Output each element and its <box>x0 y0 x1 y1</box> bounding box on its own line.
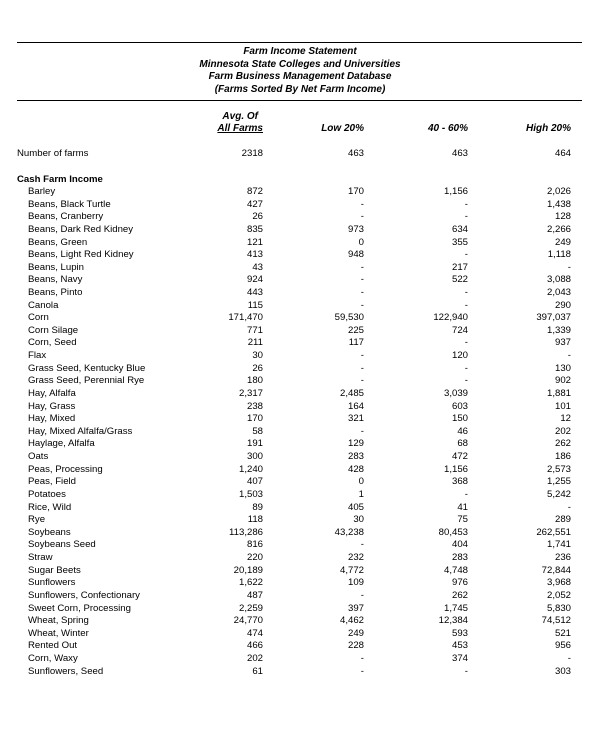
table-row <box>0 666 600 679</box>
row-label: Rice, Wild <box>28 501 72 513</box>
cell-average: 24,770 <box>233 615 263 627</box>
cell-mid: 12,384 <box>438 615 468 627</box>
table-row <box>0 628 600 641</box>
cell-mid: 217 <box>451 261 468 273</box>
row-label: Hay, Alfalfa <box>28 387 76 399</box>
cell-low: 129 <box>347 438 364 450</box>
cell-mid: - <box>464 287 468 298</box>
cell-high: 956 <box>554 640 571 652</box>
table-row <box>0 237 600 250</box>
row-label: Grass Seed, Kentucky Blue <box>28 362 146 374</box>
cell-average: 816 <box>246 539 263 551</box>
cell-mid: 374 <box>451 652 468 664</box>
table-row <box>0 514 600 527</box>
cell-average: 1,622 <box>238 577 263 589</box>
cell-low: - <box>360 589 364 601</box>
cell-mid: 472 <box>451 451 468 462</box>
cell-mid: 724 <box>451 324 468 336</box>
cell-mid: 355 <box>451 236 468 248</box>
row-label: Number of farms <box>17 148 89 159</box>
cell-high: - <box>567 501 571 513</box>
cell-high: 289 <box>554 514 571 526</box>
row-label: Sugar Beets <box>28 564 81 576</box>
cell-high: 72,844 <box>541 564 571 576</box>
cell-mid: - <box>464 362 468 374</box>
table-row <box>0 375 600 388</box>
title-line-4: (Farms Sorted By Net Farm Income) <box>214 83 386 95</box>
row-label: Beans, Cranberry <box>28 211 104 223</box>
cell-low: 4,772 <box>339 564 364 576</box>
table-row <box>0 211 600 224</box>
cell-mid: 976 <box>451 577 468 589</box>
cell-high: 101 <box>554 400 571 412</box>
table-row <box>0 653 600 666</box>
cell-average: 1,240 <box>238 463 263 475</box>
cell-high: 1,438 <box>546 198 571 210</box>
cell-average: 407 <box>246 476 263 488</box>
cell-average: 121 <box>246 236 263 248</box>
cell-average: 118 <box>247 514 263 526</box>
table-row <box>0 552 600 565</box>
cell-average: 2,259 <box>238 602 263 614</box>
cell-mid: 368 <box>451 476 468 488</box>
cell-high: 1,255 <box>546 476 571 488</box>
cell-average: 220 <box>246 552 263 563</box>
cell-average: 474 <box>246 627 263 639</box>
table-row <box>0 300 600 313</box>
table-row <box>0 312 600 325</box>
cell-average: 835 <box>246 223 263 235</box>
cell-mid: 1,156 <box>443 463 468 475</box>
cell-mid: 3,039 <box>443 387 468 399</box>
cell-low: - <box>360 198 364 210</box>
cell-low: 4,462 <box>339 615 364 627</box>
row-label: Flax <box>28 350 47 362</box>
statement-title <box>0 46 600 96</box>
cell-low: - <box>360 350 364 362</box>
cell-average: 2,317 <box>238 387 263 399</box>
table-row <box>0 224 600 237</box>
cell-high: 937 <box>554 337 571 349</box>
cell-average: 180 <box>246 375 263 387</box>
cell-low: 170 <box>347 186 364 197</box>
table-row <box>0 413 600 426</box>
cell-high: 902 <box>554 375 571 387</box>
cell-high: 128 <box>554 211 571 223</box>
cell-low: - <box>360 261 364 273</box>
cell-low: 283 <box>347 451 364 462</box>
cell-average: 443 <box>246 287 263 298</box>
cell-high: - <box>567 652 571 664</box>
row-label: Barley <box>28 186 56 197</box>
cell-low: - <box>360 211 364 223</box>
top-rule <box>17 42 582 43</box>
table-row <box>0 287 600 300</box>
table-row <box>0 565 600 578</box>
table-row <box>0 527 600 540</box>
cell-low: 164 <box>347 400 364 412</box>
row-label: Hay, Mixed <box>28 413 76 425</box>
cell-low: 232 <box>347 552 364 563</box>
table-row <box>0 325 600 338</box>
cell-mid: 634 <box>451 223 468 235</box>
table-row <box>0 401 600 414</box>
cell-low: 0 <box>358 476 364 488</box>
row-label: Beans, Lupin <box>28 261 85 273</box>
cell-average: 26 <box>252 362 263 374</box>
cell-mid: - <box>464 249 468 261</box>
row-label: Beans, Navy <box>28 274 83 286</box>
table-row <box>0 603 600 616</box>
row-label: Haylage, Alfalfa <box>28 438 95 450</box>
cell-average: 413 <box>246 249 263 261</box>
table-row <box>0 186 600 199</box>
table-row <box>0 640 600 653</box>
cell-mid: - <box>464 375 468 387</box>
cell-average: 170 <box>246 413 263 425</box>
cell-mid: 593 <box>451 627 468 639</box>
cell-average: 211 <box>247 337 263 349</box>
title-line-1: Farm Income Statement <box>243 46 357 57</box>
row-label: Beans, Light Red Kidney <box>28 249 134 261</box>
row-label: Wheat, Spring <box>28 615 89 627</box>
cell-low: - <box>360 425 364 437</box>
row-label: Straw <box>28 552 53 563</box>
column-header-high: High 20% <box>525 123 571 134</box>
table-row <box>0 337 600 350</box>
cell-high: 202 <box>554 425 571 437</box>
cell-high: 290 <box>554 299 571 311</box>
cell-mid: 453 <box>451 640 468 652</box>
cell-high: 1,339 <box>546 324 571 336</box>
cell-mid: - <box>464 198 468 210</box>
cell-high: 521 <box>554 627 571 639</box>
cell-average: 20,189 <box>233 564 263 576</box>
cell-high: 2,266 <box>546 223 571 235</box>
cell-high: 262,551 <box>536 526 571 538</box>
row-label: Potatoes <box>28 488 66 500</box>
cell-average: 238 <box>246 400 263 412</box>
cell-high: 3,088 <box>546 274 571 286</box>
cell-low: 1 <box>358 488 364 500</box>
row-label: Beans, Green <box>28 236 88 248</box>
column-header-mid: 40 - 60% <box>427 123 468 134</box>
cell-average: 466 <box>246 640 263 652</box>
cell-mid: 463 <box>451 148 468 159</box>
cell-mid: - <box>464 665 468 677</box>
row-label: Hay, Mixed Alfalfa/Grass <box>28 425 133 437</box>
cell-high: 1,741 <box>546 539 571 551</box>
table-row <box>0 199 600 212</box>
cell-low: - <box>360 652 364 664</box>
title-line-3: Farm Business Management Database <box>208 71 392 83</box>
cell-mid: 122,940 <box>433 312 468 324</box>
cell-high: 2,043 <box>546 287 571 298</box>
table-row <box>0 464 600 477</box>
cell-high: 303 <box>554 665 571 677</box>
table-row <box>0 502 600 515</box>
cell-mid: 68 <box>457 438 468 450</box>
cell-high: 5,830 <box>546 602 571 614</box>
cell-mid: 1,745 <box>443 602 468 614</box>
row-label: Canola <box>28 299 59 311</box>
column-header-low: Low 20% <box>321 123 364 134</box>
title-line-2: Minnesota State Colleges and Universities <box>199 58 401 70</box>
table-row <box>0 438 600 451</box>
cell-average: 487 <box>246 589 263 601</box>
cell-mid: 262 <box>451 589 468 601</box>
table-row <box>0 476 600 489</box>
table-row <box>0 539 600 552</box>
cell-high: 74,512 <box>541 615 571 627</box>
cell-low: 321 <box>347 413 364 425</box>
number-of-farms-row <box>0 148 600 161</box>
row-label: Beans, Black Turtle <box>28 198 111 210</box>
column-header-average-line2: All Farms <box>217 123 263 134</box>
cell-average: 427 <box>246 198 263 210</box>
table-row <box>0 363 600 376</box>
cell-mid: 120 <box>451 350 468 362</box>
row-label: Sunflowers, Confectionary <box>28 589 140 601</box>
row-label: Corn Silage <box>28 324 79 336</box>
cell-average: 191 <box>246 438 263 450</box>
cell-high: 5,242 <box>546 488 571 500</box>
cell-mid: - <box>464 337 468 349</box>
cell-average: 771 <box>246 324 263 336</box>
cell-mid: - <box>464 211 468 223</box>
column-header-average-line1: Avg. Of <box>222 111 258 122</box>
cell-high: 236 <box>554 552 571 563</box>
cell-high: 397,037 <box>536 312 571 324</box>
cell-average: 113,286 <box>229 526 263 538</box>
column-header-average <box>217 111 263 135</box>
table-row <box>0 590 600 603</box>
cell-low: 59,530 <box>334 312 364 324</box>
row-label: Rented Out <box>28 640 78 652</box>
row-label: Soybeans Seed <box>28 539 96 551</box>
table-row <box>0 615 600 628</box>
cell-average: 115 <box>247 299 263 311</box>
cell-average: 26 <box>252 211 263 223</box>
cell-low: 973 <box>347 223 364 235</box>
table-row <box>0 350 600 363</box>
cell-high: 2,026 <box>546 186 571 197</box>
cell-average: 2318 <box>241 148 263 159</box>
cell-mid: 41 <box>457 501 468 513</box>
row-label: Peas, Processing <box>28 463 103 475</box>
cell-high: - <box>567 350 571 362</box>
header-rule <box>17 100 582 101</box>
table-row <box>0 262 600 275</box>
cell-high: - <box>567 261 571 273</box>
row-label: Soybeans <box>28 526 71 538</box>
cell-average: 202 <box>246 652 263 664</box>
table-row <box>0 274 600 287</box>
cell-mid: 1,156 <box>443 186 468 197</box>
row-label: Corn, Waxy <box>28 652 78 664</box>
row-label: Sunflowers <box>28 577 76 589</box>
cell-average: 872 <box>246 186 263 197</box>
cell-low: 43,238 <box>334 526 364 538</box>
table-row <box>0 388 600 401</box>
table-row <box>0 489 600 502</box>
row-label: Corn, Seed <box>28 337 77 349</box>
cell-high: 3,968 <box>546 577 571 589</box>
cell-mid: 46 <box>457 425 468 437</box>
cell-low: 225 <box>347 324 364 336</box>
cell-low: - <box>360 665 364 677</box>
cell-low: 0 <box>358 236 364 248</box>
row-label: Rye <box>28 514 46 526</box>
cell-mid: 603 <box>451 400 468 412</box>
cell-low: - <box>360 362 364 374</box>
cell-high: 1,118 <box>547 249 571 261</box>
row-label: Wheat, Winter <box>28 627 89 639</box>
cell-average: 43 <box>252 261 263 273</box>
table-row <box>0 249 600 262</box>
table-row <box>0 451 600 464</box>
row-label: Beans, Pinto <box>28 287 83 298</box>
cell-low: 463 <box>347 148 364 159</box>
cell-average: 924 <box>246 274 263 286</box>
row-label: Hay, Grass <box>28 400 76 412</box>
cell-low: 2,485 <box>339 387 364 399</box>
cell-low: - <box>360 274 364 286</box>
cell-high: 2,052 <box>546 589 571 601</box>
cell-low: - <box>360 287 364 298</box>
row-label: Oats <box>28 451 49 462</box>
row-label: Peas, Field <box>28 476 76 488</box>
cell-low: - <box>360 299 364 311</box>
cell-low: 428 <box>347 463 364 475</box>
cell-mid: 75 <box>457 514 468 526</box>
cell-high: 464 <box>554 148 571 159</box>
cell-low: 948 <box>347 249 364 261</box>
cell-average: 1,503 <box>238 488 263 500</box>
cell-mid: - <box>464 299 468 311</box>
cell-average: 171,470 <box>228 312 263 324</box>
section-title-cash-farm-income: Cash Farm Income <box>17 174 103 185</box>
cell-mid: 522 <box>451 274 468 286</box>
cell-average: 300 <box>246 451 263 462</box>
cell-mid: 283 <box>451 552 468 563</box>
cell-high: 130 <box>554 362 571 374</box>
cell-average: 89 <box>252 501 263 513</box>
row-label: Sweet Corn, Processing <box>28 602 131 614</box>
cell-low: 30 <box>353 514 364 526</box>
table-row <box>0 577 600 590</box>
cell-low: 397 <box>347 602 364 614</box>
cell-low: 228 <box>347 640 364 652</box>
cell-high: 1,881 <box>546 387 571 399</box>
cell-average: 61 <box>252 665 263 677</box>
cell-high: 262 <box>554 438 571 450</box>
row-label: Corn <box>28 312 49 324</box>
cell-mid: 150 <box>451 413 468 425</box>
table-row <box>0 426 600 439</box>
cell-high: 186 <box>554 451 571 462</box>
cell-high: 12 <box>560 413 571 425</box>
cell-average: 30 <box>252 350 263 362</box>
cell-low: - <box>360 539 364 551</box>
row-label: Grass Seed, Perennial Rye <box>28 375 145 387</box>
cell-low: - <box>360 375 364 387</box>
cell-average: 58 <box>252 425 263 437</box>
cell-low: 117 <box>348 337 364 349</box>
cell-mid: - <box>464 488 468 500</box>
cell-mid: 404 <box>451 539 468 551</box>
cell-high: 249 <box>554 236 571 248</box>
row-label: Sunflowers, Seed <box>28 665 104 677</box>
cell-mid: 80,453 <box>438 526 468 538</box>
cell-high: 2,573 <box>546 463 571 475</box>
cell-low: 249 <box>347 627 364 639</box>
cell-mid: 4,748 <box>443 564 468 576</box>
row-label: Beans, Dark Red Kidney <box>28 223 134 235</box>
cell-low: 109 <box>347 577 364 589</box>
cell-low: 405 <box>347 501 364 513</box>
